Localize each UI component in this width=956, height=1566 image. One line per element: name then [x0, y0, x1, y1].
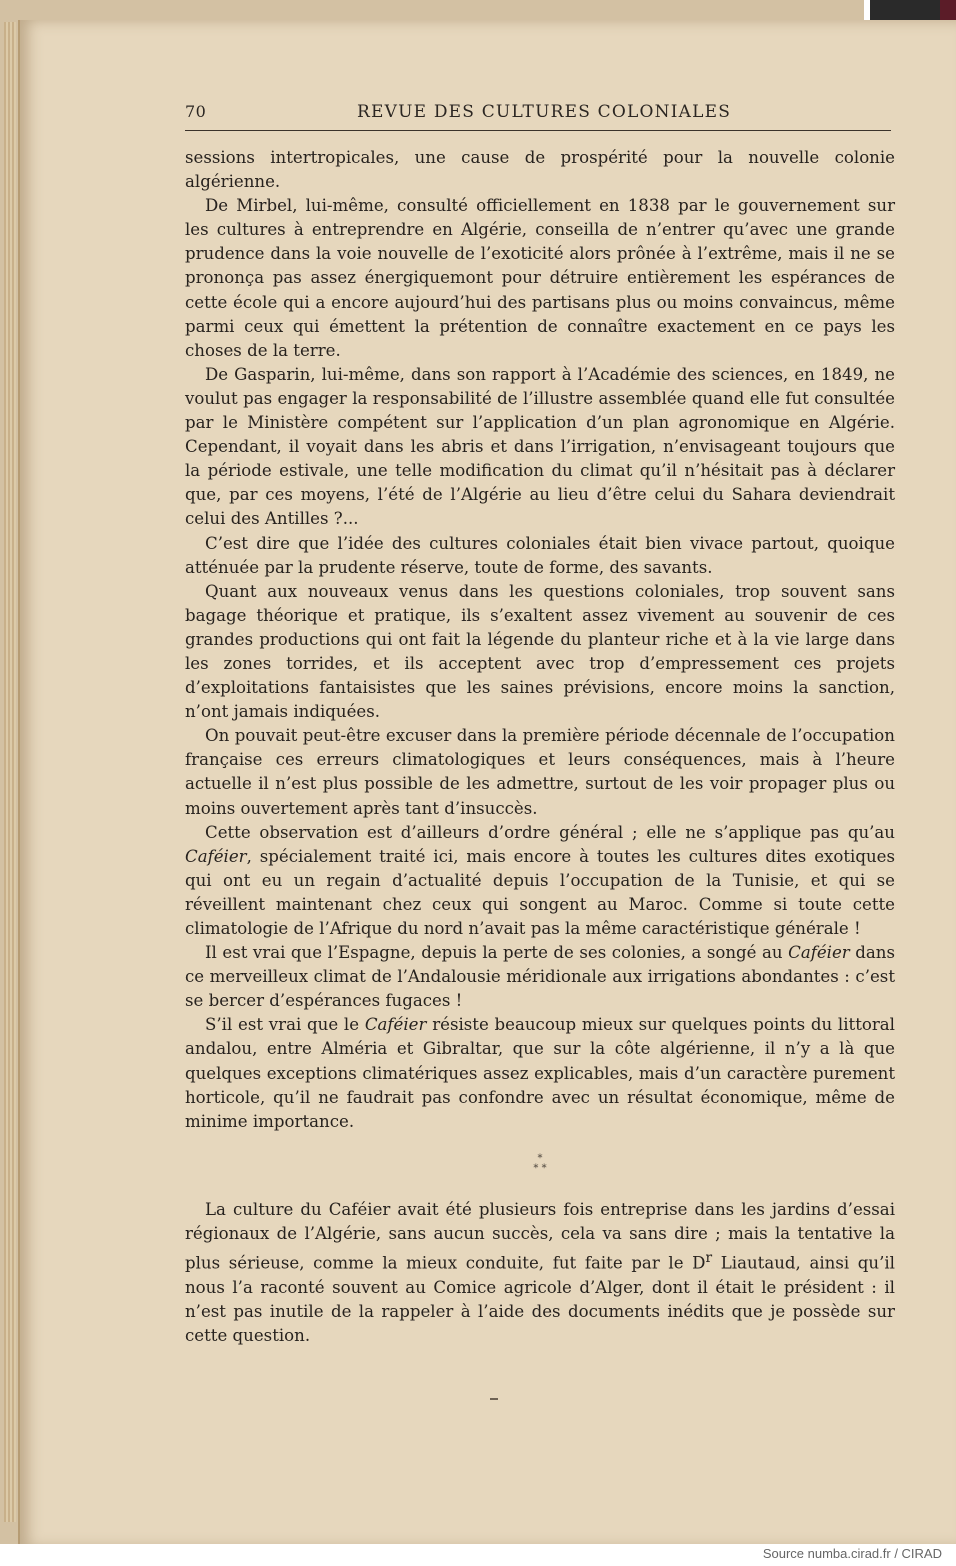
section-separator-asterism [185, 1154, 895, 1174]
asterism-top: * [537, 1152, 543, 1164]
journal-title: REVUE DES CULTURES COLONIALES [357, 102, 732, 122]
page-number: 70 [185, 102, 207, 121]
text-run: Cette observation est d’ailleurs d’ordre général ; elle ne s’applique pas qu’au [205, 822, 895, 842]
text-run: Liautaud, ainsi qu’il nous l’a raconté souvent au Comice agricole d’Alger, dont il était le président : il n’est pas inutile de la rappeler à l’aide des documents inédits que je possède sur cette question. [185, 1253, 895, 1345]
paragraph-4: C’est dire que l’idée des cultures coloniales était bien vivace partout, quoique atténuée par la prudente réserve, toute de forme, des savants. [185, 533, 895, 577]
italic-term: Caféier [185, 846, 247, 866]
text-run: , spécialement traité ici, mais encore à toutes les cultures dites exotiques qui ont eu un regain d’actualité depuis l’occupation de la Tunisie, et qui se réveillent maintenant chez ceux qui songent au Maroc. Comme si toute cette climatologie de l’Afrique du nord n’avait pas la même caractéristique générale ! [185, 846, 895, 938]
text-run: résiste beaucoup mieux sur quelques points du littoral andalou, entre Alméria et Gibraltar, que sur la côte algérienne, il n’y a là que quelques exceptions climatériques assez explicables, mais d’un caractère purement horticole, qu’il ne faudrait pas confondre avec un résultat économique, même de minime importance. [185, 1015, 895, 1131]
text-run: dans ce merveilleux climat de l’Andalousie méridionale aux irrigations abondantes : c’est se bercer d’espérances fugaces ! [185, 943, 895, 1011]
book-page-edges [4, 22, 16, 1522]
italic-term: Caféier [364, 1015, 427, 1035]
italic-term: Caféier [788, 943, 850, 963]
superscript: r [705, 1250, 713, 1267]
text-run: La culture du Caféier avait été plusieurs fois entreprise dans les jardins d’essai régionaux de l’Algérie, sans aucun succès, cela va sans dire ; mais la tentative la plus sérieuse, comme la mieux conduite, fut faite par le D [185, 1199, 895, 1273]
paragraph-9 [185, 1013, 895, 1133]
paragraph-6: On pouvait peut-être excuser dans la première période décennale de l’occupation française ces erreurs climatologiques et leurs conséquences, mais à l’heure actuelle il n’est plus possible de les admettre, surtout de les voir propager plus ou moins ouvertement après tant d’insuccès. [185, 726, 895, 818]
paragraph-8 [185, 941, 895, 1013]
paragraph-final [185, 1198, 895, 1348]
paragraph-3: De Gasparin, lui-même, dans son rapport à l’Académie des sciences, en 1849, ne voulut pas engager la responsabilité de l’illustre assemblée quand elle fut consultée par le Ministère compétent sur l’application d’un plan agronomique en Algérie. Cependant, il voyait dans les abris et dans l’irrigation, n’envisageant toujours que la période estivale, une telle modification du climat qu’il n’hésitait pas à déclarer que, par ces moyens, l’été de l’Algérie au lieu d’être celui du Sahara deviendrait celui des Antilles ?... [185, 364, 895, 529]
paragraph-1: sessions intertropicales, une cause de prospérité pour la nouvelle colonie algérienne. [185, 148, 895, 192]
text-run: Il est vrai que l’Espagne, depuis la perte de ses colonies, a songé au [205, 943, 789, 963]
paragraph-2: De Mirbel, lui-même, consulté officiellement en 1838 par le gouvernement sur les cultures à entreprendre en Algérie, conseilla de n’entrer qu’avec une grande prudence dans la voie nouvelle de l’exoticité alors prônée à l’extrême, mais il ne se prononça pas assez énergiquemont pour détruire entièrement les espérances de cette école qui a encore aujourd’hui des partisans plus ou moins convaincus, même parmi ceux qui émettent la prétention de connaître exactement en ce pays les choses de la terre. [185, 196, 895, 360]
paragraph-7 [185, 821, 895, 941]
running-header [185, 102, 891, 131]
text-run: S’il est vrai que le [205, 1015, 365, 1035]
ink-mark [490, 1398, 498, 1400]
source-credit: Source numba.cirad.fr / CIRAD [762, 1546, 942, 1561]
article-body [185, 146, 895, 1348]
paragraph-5: Quant aux nouveaux venus dans les questions coloniales, trop souvent sans bagage théorique et pratique, ils s’exaltent assez vivement au souvenir de ces grandes productions qui ont fait la légende du planteur riche et à la vie large dans les zones torrides, et ils acceptent avec trop d’empressement ces projets d’exploitations fantaisistes que les saines prévisions, encore moins la sanction, n’ont jamais indiquées. [185, 581, 895, 722]
asterism-bottom: * * [533, 1162, 547, 1174]
